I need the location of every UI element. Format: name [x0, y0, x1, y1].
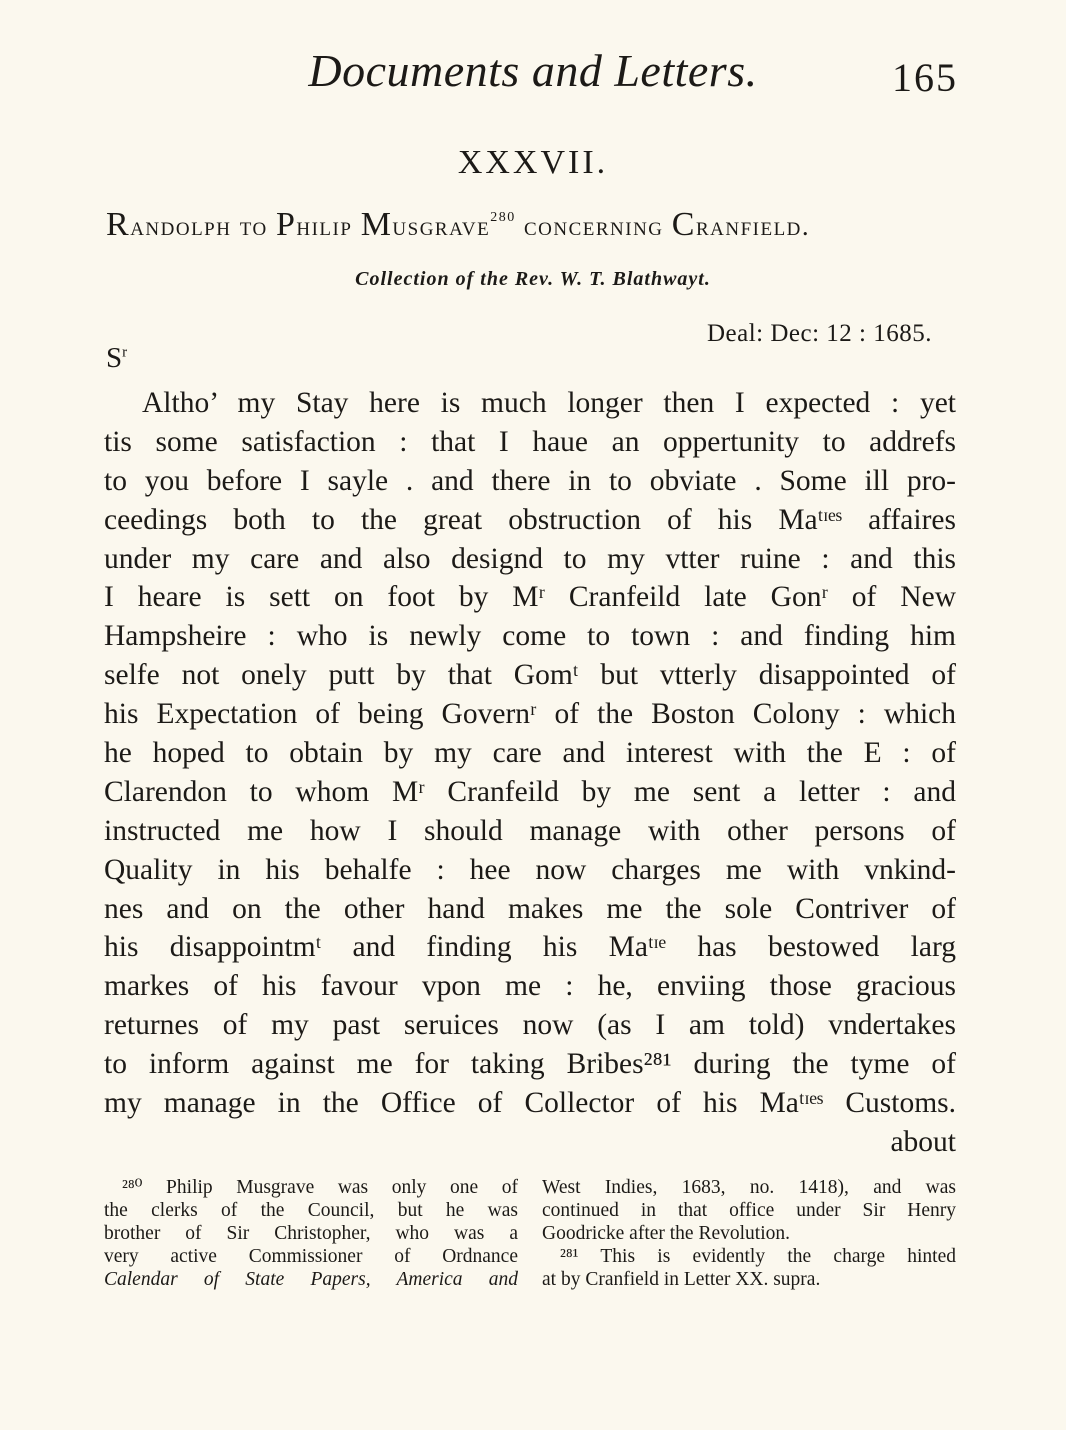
- salutation-sup: r: [122, 344, 128, 361]
- footnote-line: at by Cranfield in Letter XX. supra.: [542, 1269, 821, 1290]
- running-title: Documents and Letters.: [308, 45, 758, 96]
- page-number: 165: [892, 55, 958, 100]
- heading-initial-m: M: [360, 206, 393, 243]
- body-line: markes of his favour vpon me : he, enviing those gracious: [104, 970, 956, 1003]
- letter-number: XXXVII.: [457, 144, 609, 181]
- footnote-line: brother of Sir Christopher, who was a: [104, 1223, 518, 1244]
- body-line: instructed me how I should manage with other persons of: [104, 814, 956, 847]
- footnote-line: West Indies, 1683, no. 1418), and was: [542, 1177, 956, 1198]
- letter-body: [104, 384, 956, 1162]
- body-line: tis some satisfaction : that I haue an oppertunity to addrefs: [104, 425, 956, 458]
- body-line: he hoped to obtain by my care and interest with the E : of: [104, 737, 956, 770]
- footnote-line: Calendar of State Papers, America and: [104, 1269, 518, 1290]
- heading-text-4: concerning: [515, 211, 672, 241]
- body-line: I heare is sett on foot by Mʳ Cranfeild late Gonʳ of New: [104, 581, 956, 614]
- letter-heading: [106, 206, 966, 244]
- footnote-line: continued in that office under Sir Henry: [542, 1200, 956, 1221]
- heading-initial-r: R: [106, 206, 131, 243]
- body-line: ceedings both to the great obstruction of his Maᵗᶦᵉˢ affaires: [104, 503, 956, 536]
- heading-initial-c: C: [671, 206, 696, 243]
- source-line: Collection of the Rev. W. T. Blathwayt.: [355, 268, 711, 290]
- salutation: [106, 342, 127, 375]
- body-line: Quality in his behalfe : hee now charges me with vnkind-: [104, 853, 956, 886]
- body-line: my manage in the Office of Collector of his Maᵗᶦᵉˢ Customs.: [104, 1087, 956, 1120]
- footnote-line: Goodricke after the Revolution.: [542, 1223, 791, 1244]
- catchword: about: [890, 1125, 956, 1158]
- footnote-line: very active Commissioner of Ordnance: [104, 1246, 518, 1267]
- body-line: under my care and also designd to my vtter ruine : and this: [104, 542, 956, 575]
- body-line: returnes of my past seruices now (as I am told) vndertakes: [104, 1009, 956, 1042]
- heading-text-5: ranfield.: [695, 211, 811, 241]
- dateline: Deal: Dec: 12 : 1685.: [706, 320, 932, 347]
- footnote-column-left: [104, 1176, 518, 1291]
- body-line: nes and on the other hand makes me the sole Contriver of: [104, 892, 956, 925]
- footnotes: [104, 1176, 956, 1291]
- heading-text-1: andolph to: [130, 211, 276, 241]
- footnote-line: ²⁸⁰ Philip Musgrave was only one of: [122, 1177, 518, 1198]
- body-line: Clarendon to whom Mʳ Cranfeild by me sent a letter : and: [104, 775, 956, 808]
- footnote-line: the clerks of the Council, but he was: [104, 1200, 518, 1221]
- footnote-ref-280: 280: [490, 210, 516, 225]
- body-line: Altho’ my Stay here is much longer then I expected : yet: [142, 387, 956, 419]
- body-line: selfe not onely putt by that Gomᵗ but vtterly disappointed of: [104, 659, 956, 692]
- footnote-column-right: [542, 1176, 956, 1291]
- heading-text-3: usgrave: [392, 211, 491, 241]
- body-line: Hampsheire : who is newly come to town : and finding him: [104, 620, 956, 653]
- body-line: to inform against me for taking Bribes²⁸¹ during the tyme of: [104, 1048, 956, 1081]
- footnote-line: ²⁸¹ This is evidently the charge hinted: [560, 1246, 956, 1267]
- heading-text-2: hilip: [296, 211, 361, 241]
- body-line: to you before I sayle . and there in to obviate . Some ill pro-: [104, 464, 956, 497]
- salutation-main: S: [106, 342, 123, 374]
- body-line: his Expectation of being Governʳ of the Boston Colony : which: [104, 698, 956, 731]
- heading-initial-p: P: [275, 206, 297, 243]
- body-line: his disappointmᵗ and finding his Maᵗᶦᵉ has bestowed larg: [104, 931, 956, 964]
